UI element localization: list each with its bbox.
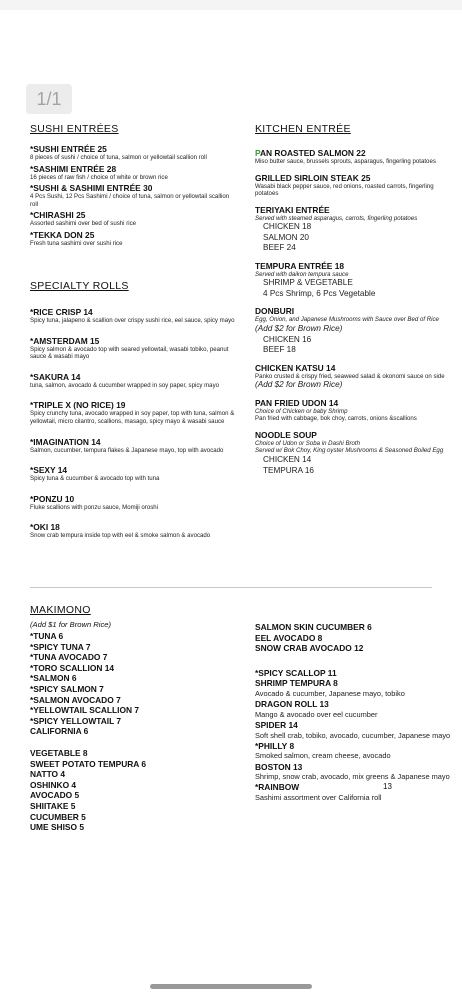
item-price: 13 xyxy=(383,782,392,792)
item-name: NOODLE SOUP xyxy=(255,429,317,440)
item-description: tuna, salmon, avocado & cucumber wrapped in soy paper, spicy mayo xyxy=(30,381,220,389)
makimono-item: OSHINKO 4 xyxy=(30,779,77,790)
item-name: CHICKEN KATSU 14 xyxy=(255,362,336,373)
item-name-rest: AN ROASTED SALMON 22 xyxy=(259,148,366,158)
makimono-item xyxy=(255,762,455,783)
item-option: BEEF 24 xyxy=(263,243,296,253)
item-description: Pan fried with cabbage, bok choy, carrots, onions &scallions xyxy=(255,415,417,423)
item-description: Avocado & cucumber, Japanese mayo, tobiko xyxy=(255,688,405,698)
makimono-item: SALMON SKIN CUCUMBER 6 xyxy=(255,622,372,632)
menu-item-grilled-sirloin xyxy=(255,173,455,198)
menu-item xyxy=(30,400,235,425)
makimono-item: CUCUMBER 5 xyxy=(30,811,86,822)
page-indicator: 1/1 xyxy=(26,84,72,114)
item-name: *TEKKA DON 25 xyxy=(30,229,95,240)
item-description: Shrimp, snow crab, avocado, mix greens & Japanese mayo xyxy=(255,772,450,782)
menu-item-rainbow xyxy=(255,782,455,803)
menu-item xyxy=(30,183,235,208)
item-option: CHICKEN 18 xyxy=(263,222,312,232)
makimono-item: *TORO SCALLION 14 xyxy=(30,662,115,673)
specialty-rolls-section xyxy=(30,280,235,551)
makimono-section xyxy=(30,604,235,833)
item-description: Spicy tuna, jalapeno & scallion over crispy sushi rice, eel sauce, spicy mayo xyxy=(30,317,235,324)
item-option: 4 Pcs Shrimp, 6 Pcs Vegetable xyxy=(263,288,376,298)
makimono-item: SNOW CRAB AVOCADO 12 xyxy=(255,643,364,654)
item-description: 16 pieces of raw fish / choice of white or brown rice xyxy=(30,173,168,181)
menu-item xyxy=(30,230,235,248)
item-description: Choice of Chicken or baby Shrimp xyxy=(255,407,348,415)
item-description: Smoked salmon, cream cheese, avocado xyxy=(255,751,391,761)
menu-item-pan-fried-udon xyxy=(255,398,455,423)
menu-item xyxy=(30,437,235,455)
home-indicator xyxy=(150,984,312,989)
item-name: *IMAGINATION 14 xyxy=(30,436,101,447)
menu-item xyxy=(30,372,235,390)
item-description: Snow crab tempura inside top with eel & smoke salmon & avocado xyxy=(30,532,211,540)
section-title-sushi-entrees: SUSHI ENTRÉES xyxy=(30,123,119,135)
item-description: 8 pieces of sushi / choice of tuna, salmon or yellowtail scallion roll xyxy=(30,154,207,161)
item-name: *TRIPLE X (NO RICE) 19 xyxy=(30,400,126,411)
item-option: TEMPURA 16 xyxy=(263,465,314,475)
makimono-item xyxy=(255,720,455,741)
item-option: CHICKEN 16 xyxy=(263,334,312,344)
makimono-item: UME SHISO 5 xyxy=(30,822,84,833)
item-description: Salmon, cucumber, tempura flakes & Japanese mayo, top with avocado xyxy=(30,446,224,454)
menu-item xyxy=(30,494,235,512)
menu-item xyxy=(30,336,235,361)
menu-item-teriyaki xyxy=(255,205,455,254)
item-name: *SAKURA 14 xyxy=(30,371,81,382)
makimono-item: *TUNA AVOCADO 7 xyxy=(30,652,108,663)
item-name-initial: P xyxy=(255,148,260,158)
item-name: *CHIRASHI 25 xyxy=(30,210,86,221)
item-name: *RAINBOW xyxy=(255,782,300,793)
item-name: *SEXY 14 xyxy=(30,465,68,476)
makimono-item: VEGETABLE 8 xyxy=(30,747,88,758)
menu-item-tempura-entree xyxy=(255,261,455,300)
makimono-item: *SPICY YELLOWTAIL 7 xyxy=(30,715,122,726)
makimono-item xyxy=(255,741,455,762)
item-name: DONBURI xyxy=(255,306,295,317)
makimono-item: *TUNA 6 xyxy=(30,631,64,641)
makimono-item: NATTO 4 xyxy=(30,769,66,780)
sushi-entrees-section xyxy=(30,123,235,250)
item-name: SPIDER 14 xyxy=(255,719,298,730)
brown-rice-note: (Add $1 for Brown Rice) xyxy=(30,620,112,629)
section-title-kitchen-entree: KITCHEN ENTRÉE xyxy=(255,123,351,135)
menu-item xyxy=(30,307,235,325)
makimono-item xyxy=(255,699,455,720)
makimono-right-column xyxy=(255,622,455,803)
item-description: Mango & avocado over eel cucumber xyxy=(255,709,378,719)
item-description: Wasabi black pepper sauce, red onions, roasted carrots, fingerling potatoes xyxy=(255,182,434,198)
item-name: DRAGON ROLL 13 xyxy=(255,699,329,710)
item-option: BEEF 18 xyxy=(263,345,296,355)
item-description: Sashimi assortment over California roll xyxy=(255,792,382,802)
item-name: *PONZU 10 xyxy=(30,493,75,504)
menu-item-donburi xyxy=(255,306,455,355)
section-divider xyxy=(30,587,432,588)
item-name: SHRIMP TEMPURA 8 xyxy=(255,678,338,689)
item-description: Served with steamed asparagus, carrots, fingerling potatoes xyxy=(255,214,418,222)
item-description: Spicy tuna & cucumber & avocado top with tuna xyxy=(30,475,160,483)
section-title-makimono: MAKIMONO xyxy=(30,604,91,616)
item-name: *SUSHI ENTRÉE 25 xyxy=(30,144,107,154)
item-name: PAN FRIED UDON 14 xyxy=(255,397,339,408)
menu-item xyxy=(30,210,235,228)
item-name: TERIYAKI ENTRÉE xyxy=(255,204,330,215)
item-name: *AMSTERDAM 15 xyxy=(30,335,100,346)
item-description: Miso butter sauce, brussels sprouts, asparagus, fingerling potatoes xyxy=(255,158,436,165)
menu-item xyxy=(30,522,235,540)
item-description: Panko crusted & crispy fried, seaweed salad & okonomi sauce on side xyxy=(255,372,445,380)
item-name: *RICE CRISP 14 xyxy=(30,307,93,317)
makimono-item: CALIFORNIA 6 xyxy=(30,726,89,737)
item-name xyxy=(255,148,455,158)
menu-item-pan-roasted-salmon xyxy=(255,148,455,166)
makimono-item: *SALMON 6 xyxy=(30,673,77,684)
makimono-item: *SALMON AVOCADO 7 xyxy=(30,694,121,705)
menu-item xyxy=(30,465,235,483)
item-name: *SUSHI & SASHIMI ENTRÉE 30 xyxy=(30,183,153,194)
makimono-item: *SPICY TUNA 7 xyxy=(30,641,91,652)
item-name: *SASHIMI ENTRÉE 28 xyxy=(30,163,117,174)
item-description: Spicy crunchy tuna, avocado wrapped in soy paper, top with tuna, salmon & yellowtail, micro cilantro, scallions, masago, spicy mayo & wasabi sauce xyxy=(30,410,235,425)
menu-item-noodle-soup xyxy=(255,430,455,476)
makimono-item xyxy=(255,678,455,699)
item-name: TEMPURA ENTRÉE 18 xyxy=(255,260,345,271)
item-name: BOSTON 13 xyxy=(255,761,303,772)
item-description: Fluke scallions with ponzu sauce, Momiji oroshi xyxy=(30,503,159,511)
item-description: Choice of Udon or Soba in Dashi Broth xyxy=(255,439,361,447)
top-bar xyxy=(0,0,462,10)
makimono-item: SWEET POTATO TEMPURA 6 xyxy=(30,758,147,769)
item-option: CHICKEN 14 xyxy=(263,455,312,465)
item-description: Assorted sashimi over bed of sushi rice xyxy=(30,220,137,228)
kitchen-entree-section xyxy=(255,123,455,483)
item-option: SHRIMP & VEGETABLE xyxy=(263,278,353,288)
section-title-specialty-rolls: SPECIALTY ROLLS xyxy=(30,280,129,292)
item-description: Egg, Onion, and Japanese Mushrooms with Sauce over Bed of Rice xyxy=(255,316,439,324)
makimono-item: AVOCADO 5 xyxy=(30,790,80,801)
item-description: Spicy salmon & avocado top with seared yellowtail, wasabi tobiko, peanut sauce & wasabi mayo xyxy=(30,345,229,361)
makimono-item: *SPICY SALMON 7 xyxy=(30,683,104,694)
menu-item-chicken-katsu xyxy=(255,363,455,391)
makimono-item: SHIITAKE 5 xyxy=(30,800,76,811)
makimono-item: *YELLOWTAIL SCALLION 7 xyxy=(30,705,140,716)
item-name: *PHILLY 8 xyxy=(255,740,295,751)
brown-rice-note: (Add $2 for Brown Rice) xyxy=(255,380,343,390)
makimono-item xyxy=(255,668,455,679)
item-description: Served w/ Bok Choy, King oyster Mushrooms & Seasoned Boiled Egg xyxy=(255,447,444,455)
item-name: GRILLED SIRLOIN STEAK 25 xyxy=(255,172,371,183)
brown-rice-note: (Add $2 for Brown Rice) xyxy=(255,324,343,334)
makimono-item: EEL AVOCADO 8 xyxy=(255,632,323,643)
menu-item xyxy=(30,164,235,182)
item-option: SALMON 20 xyxy=(263,232,309,242)
menu-item xyxy=(30,144,235,162)
item-name: *OKI 18 xyxy=(30,522,60,533)
item-name: *SPICY SCALLOP 11 xyxy=(255,667,337,678)
item-description: Fresh tuna sashimi over sushi rice xyxy=(30,239,123,247)
item-description: 4 Pcs Sushi, 12 Pcs Sashimi / choice of tuna, salmon or yellowtail scallion roll xyxy=(30,193,230,208)
item-description: Soft shell crab, tobiko, avocado, cucumber, Japanese mayo xyxy=(255,730,451,740)
item-description: Served with daikon tempura sauce xyxy=(255,270,349,278)
